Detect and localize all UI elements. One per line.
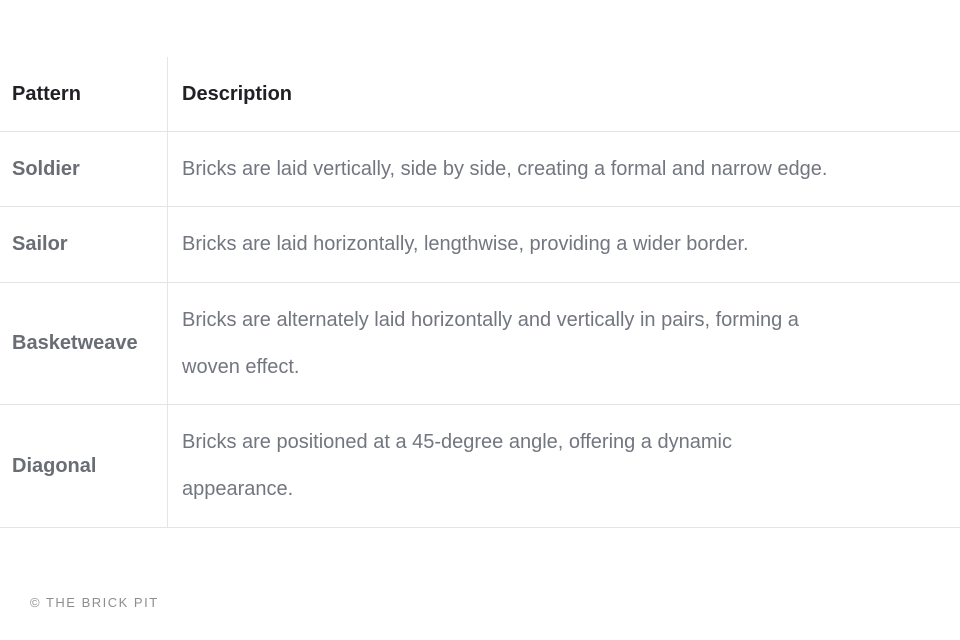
pattern-name: Soldier <box>12 157 80 180</box>
table-row <box>0 207 960 283</box>
description-line: Bricks are positioned at a 45-degree angle, offering a dynamic <box>182 431 732 453</box>
pattern-cell <box>0 405 167 527</box>
pattern-name: Sailor <box>12 233 68 255</box>
pattern-description <box>182 146 827 193</box>
pattern-cell <box>0 132 167 206</box>
description-cell <box>167 283 960 404</box>
description-line: Bricks are laid horizontally, lengthwise, providing a wider border. <box>182 233 749 255</box>
description-cell <box>167 405 960 527</box>
description-cell <box>167 132 960 206</box>
description-line: Bricks are alternately laid horizontally and vertically in pairs, forming a <box>182 308 799 331</box>
pattern-cell <box>0 283 167 404</box>
column-header-description: Description <box>182 82 293 105</box>
table-row <box>0 283 960 405</box>
table-header-row <box>0 57 960 132</box>
brick-patterns-table <box>0 57 960 528</box>
column-header-pattern: Pattern <box>12 82 81 105</box>
pattern-cell <box>0 207 167 282</box>
description-line: appearance. <box>182 478 294 500</box>
table-row <box>0 132 960 207</box>
header-cell-pattern <box>0 57 167 131</box>
description-line: woven effect. <box>182 355 300 378</box>
description-cell <box>167 207 960 282</box>
description-line: Bricks are laid vertically, side by side, creating a formal and narrow edge. <box>182 157 828 180</box>
pattern-description <box>182 297 799 391</box>
pattern-name: Diagonal <box>12 454 97 477</box>
pattern-description <box>182 419 732 513</box>
pattern-description <box>182 221 749 268</box>
pattern-name: Basketweave <box>12 332 138 354</box>
copyright-notice: © THE BRICK PIT <box>30 595 159 610</box>
header-cell-description <box>167 57 960 131</box>
table-row <box>0 405 960 528</box>
